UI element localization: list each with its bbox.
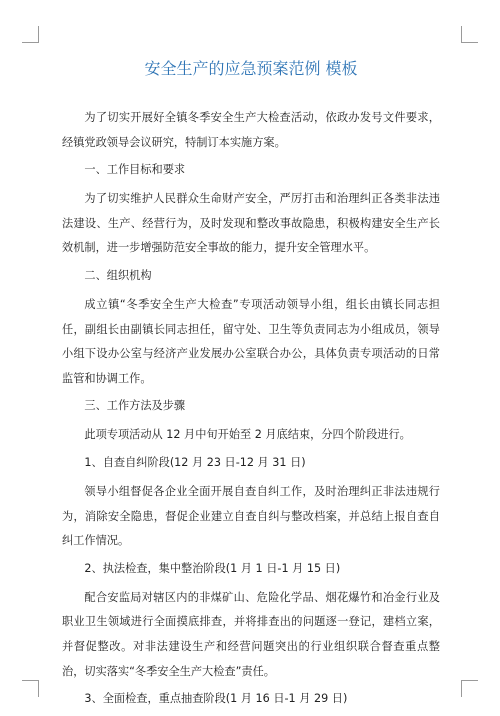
page-corner-mark-bottom-right xyxy=(461,680,478,697)
stage-1-paragraph: 领导小组督促各企业全面开展自查自纠工作，及时治理纠正非法违规行为，消除安全隐患，督促企业建立自查自纠与整改档案，并总结上报自查自纠工作情况。 xyxy=(62,484,440,548)
page-corner-mark-top-left xyxy=(22,26,39,43)
page-corner-mark-top-right xyxy=(461,26,478,43)
document-page xyxy=(62,58,440,716)
document-title: 安全生产的应急预案范例 模板 xyxy=(144,59,358,78)
stage-1-heading: 1、自查自纠阶段(12 月 23 日-12 月 31 日) xyxy=(84,455,306,469)
stage-2-paragraph: 配合安监局对辖区内的非煤矿山、危险化学品、烟花爆竹和冶金行业及职业卫生领域进行全面摸底排查，并将排查出的问题逐一登记，建档立案，并督促整改。对非法建设生产和经营问题突出的行业组织联合督查重点整治，切实落实“冬季安全生产大检查”责任。 xyxy=(62,590,440,678)
section-2-paragraph: 成立镇“冬季安全生产大检查”专项活动领导小组，组长由镇长同志担任，副组长由副镇长同志担任，留守处、卫生等负责同志为小组成员，领导小组下设办公室与经济产业发展办公室联合办公，具体负责专项活动的日常监管和协调工作。 xyxy=(62,297,440,385)
section-1-heading: 一、工作目标和要求 xyxy=(84,163,186,177)
section-3-paragraph: 此项专项活动从 12 月中旬开始至 2 月底结束，分四个阶段进行。 xyxy=(84,428,411,442)
section-1-paragraph: 为了切实维护人民群众生命财产安全，严厉打击和治理纠正各类非法违法建设、生产、经营行为，及时发现和整改事故隐患，积极构建安全生产长效机制，进一步增强防范安全事故的能力，提升安全管理水平。 xyxy=(62,192,440,255)
page-corner-mark-bottom-left xyxy=(22,680,39,697)
stage-3-heading: 3、全面检查，重点抽查阶段(1 月 16 日-1 月 29 日) xyxy=(84,692,348,706)
section-3-heading: 三、工作方法及步骤 xyxy=(84,399,186,413)
section-2-heading: 二、组织机构 xyxy=(84,268,152,282)
stage-2-heading: 2、执法检查，集中整治阶段(1 月 1 日-1 月 15 日) xyxy=(84,561,341,575)
intro-paragraph: 为了切实开展好全镇冬季安全生产大检查活动，依政办发号文件要求，经镇党政领导会议研究，特制订本实施方案。 xyxy=(62,111,440,149)
